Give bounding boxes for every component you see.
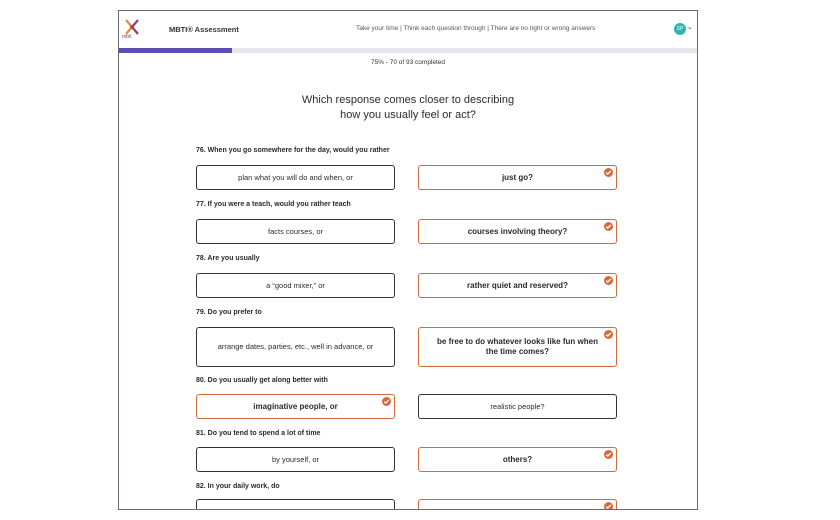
question-label: 80. Do you usually get along better with xyxy=(196,377,328,384)
logo-text: mbti xyxy=(122,34,132,40)
progress-bar xyxy=(119,48,697,53)
question-label: 81. Do you tend to spend a lot of time xyxy=(196,430,321,437)
question-heading-line-2: how you usually feel or act? xyxy=(340,109,476,121)
answer-option[interactable] xyxy=(196,394,395,419)
app-title: MBTI® Assessment xyxy=(169,25,239,34)
top-header xyxy=(119,11,697,48)
answer-option[interactable] xyxy=(418,219,617,244)
check-circle-icon xyxy=(604,450,613,459)
answer-option-label: just go? xyxy=(501,172,534,182)
check-circle-icon xyxy=(604,168,613,177)
answer-option[interactable] xyxy=(418,165,617,190)
answer-option-label: realistic people? xyxy=(490,401,545,411)
answer-option-label: rather quiet and reserved? xyxy=(467,280,568,290)
answer-option[interactable] xyxy=(196,499,395,510)
check-circle-icon xyxy=(382,397,391,406)
question-label: 77. If you were a teach, would you rather teach xyxy=(196,201,351,208)
answer-option-label: courses involving theory? xyxy=(467,226,568,236)
answer-option[interactable] xyxy=(196,165,395,190)
answer-option[interactable] xyxy=(418,327,617,367)
answer-option-label: imaginative people, or xyxy=(253,401,338,411)
answer-option[interactable] xyxy=(418,394,617,419)
answer-option[interactable] xyxy=(196,219,395,244)
question-label: 82. In your daily work, do xyxy=(196,483,280,490)
answer-option-label: plan what you will do and when, or xyxy=(238,172,353,182)
question-heading-line-1: Which response comes closer to describing xyxy=(301,94,515,106)
progress-fill xyxy=(119,48,232,53)
check-circle-icon xyxy=(604,502,613,510)
answer-option[interactable] xyxy=(418,273,617,298)
check-circle-icon xyxy=(604,276,613,285)
answer-option[interactable] xyxy=(196,327,395,367)
question-heading xyxy=(119,93,697,123)
answer-option[interactable] xyxy=(418,499,617,510)
answer-option-label: a “good mixer,” or xyxy=(266,280,325,290)
answer-option[interactable] xyxy=(418,447,617,472)
question-label: 76. When you go somewhere for the day, would you rather xyxy=(196,147,390,154)
progress-label: 75% - 70 of 93 completed xyxy=(370,59,446,66)
answer-option[interactable] xyxy=(196,447,395,472)
check-circle-icon xyxy=(604,222,613,231)
answer-option-label: by yourself, or xyxy=(271,454,320,464)
answer-option-label: others? xyxy=(502,454,533,464)
chevron-down-icon[interactable]: ⌄ xyxy=(687,24,693,31)
answer-option-label: be free to do whatever looks like fun when the time comes? xyxy=(437,337,598,356)
check-circle-icon xyxy=(604,330,613,339)
answer-option[interactable] xyxy=(196,273,395,298)
user-avatar[interactable]: SP xyxy=(674,23,686,35)
question-label: 78. Are you usually xyxy=(196,255,260,262)
question-label: 79. Do you prefer to xyxy=(196,309,262,316)
answer-option-label: arrange dates, parties, etc., well in advance, or xyxy=(217,342,374,351)
assessment-window xyxy=(118,10,698,510)
header-tagline: Take your time | Think each question through | There are no right or wrong answers xyxy=(356,25,596,32)
answer-option-label: facts courses, or xyxy=(267,226,324,236)
